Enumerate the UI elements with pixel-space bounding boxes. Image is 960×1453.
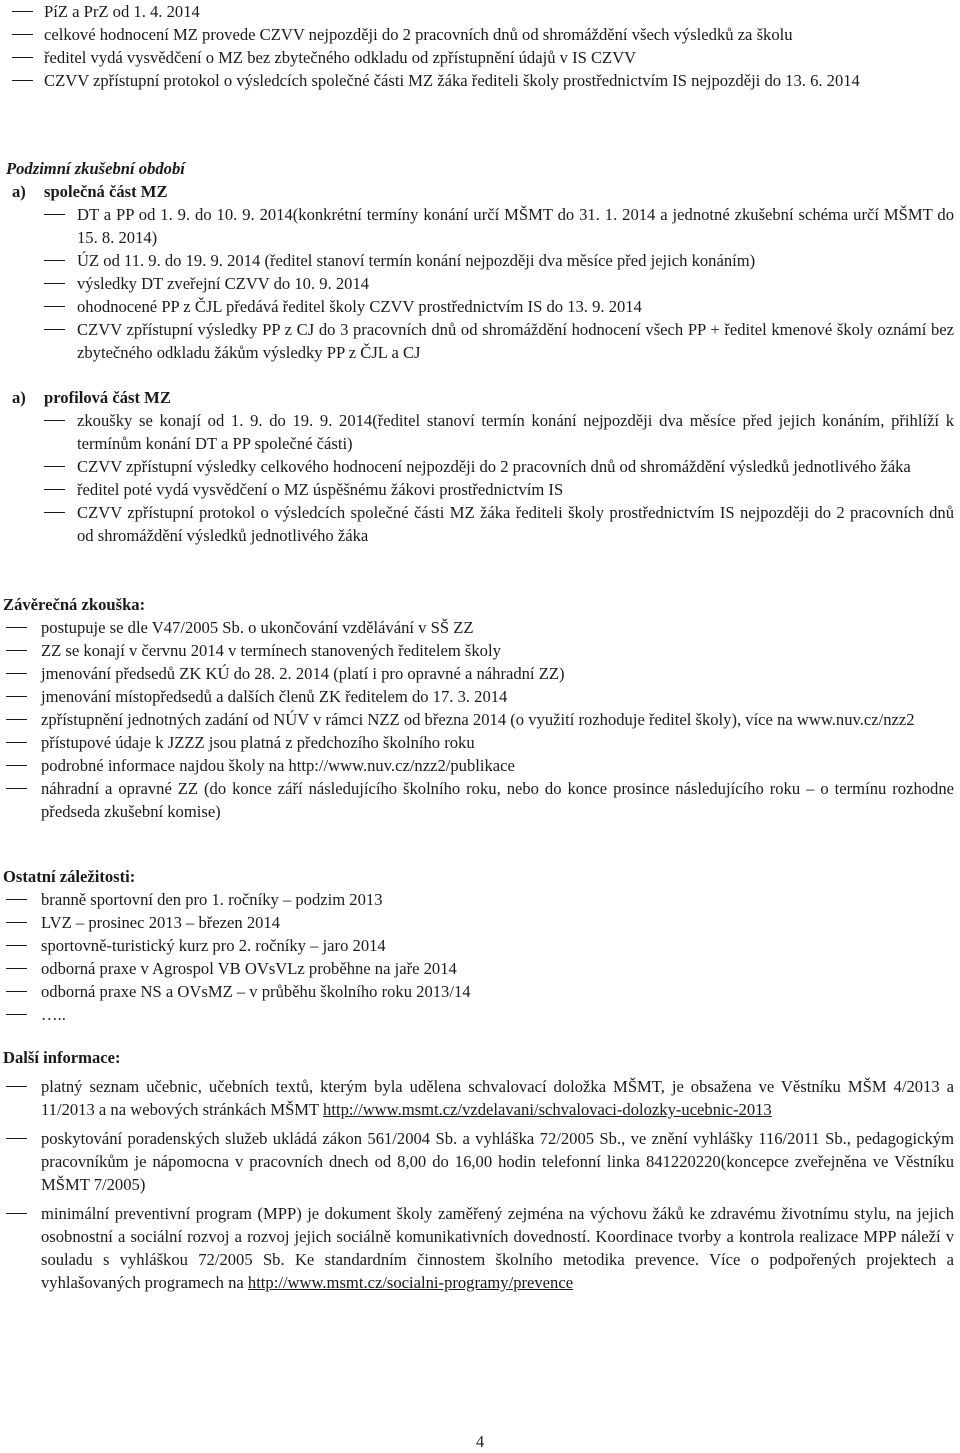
item-text: minimální preventivní program (MPP) je dokument školy zaměřený zejména na výchovu žáků ke zdravému životnímu stylu, na jejich osobnostní a sociální rozvoj a rozvoj jejich sociálně komunikativních dovedností. Koordinace tvorby a kontrola realizace MPP náleží v souladu s vyhláškou 72/2005 Sb. Ke standardním činnostem školního metodika prevence. Více o podpořených projektech a vyhlašovaných programech na bbox=[41, 1204, 954, 1292]
section-b-marker: a) bbox=[12, 388, 26, 407]
list-item: postupuje se dle V47/2005 Sb. o ukončování vzdělávání v SŠ ZZ bbox=[3, 616, 954, 639]
other-heading: Ostatní záležitosti: bbox=[3, 867, 136, 886]
item-text: platný seznam učebnic, učebních textů, kterým byla udělena schvalovací doložka MŠMT, je obsažena ve Věstníku MŠM 4/2013 a 11/2013 a na webových stránkách MŠMT bbox=[41, 1077, 954, 1119]
list-item: sportovně-turistický kurz pro 2. ročníky – jaro 2014 bbox=[3, 934, 954, 957]
final-exam-heading: Závěrečná zkouška: bbox=[3, 595, 146, 614]
list-item: DT a PP od 1. 9. do 10. 9. 2014(konkrétní termíny konání určí MŠMT do 31. 1. 2014 a jednotné zkušební schéma určí MŠMT do 15. 8. 2014) bbox=[6, 203, 954, 249]
list-item: ohodnocené PP z ČJL předává ředitel školy CZVV prostřednictvím IS do 13. 9. 2014 bbox=[6, 295, 954, 318]
list-item: výsledky DT zveřejní CZVV do 10. 9. 2014 bbox=[6, 272, 954, 295]
section-b-title: profilová část MZ bbox=[44, 388, 171, 407]
list-item: podrobné informace najdou školy na http://www.nuv.cz/nzz2/publikace bbox=[3, 754, 954, 777]
msmt-prevention-link[interactable]: http://www.msmt.cz/socialni-programy/prevence bbox=[247, 1273, 574, 1292]
item-text: poskytování poradenských služeb ukládá zákon 561/2004 Sb. a vyhláška 72/2005 Sb., ve znění vyhlášky 116/2011 Sb., pedagogickým pracovníkům je nápomocna v pracovních dnech od 8,00 do 16,00 hodin telefonní linka 841220220(koncepce zveřejněna ve Věstníku MŠMT 7/2005) bbox=[41, 1129, 954, 1194]
list-item: ředitel poté vydá vysvědčení o MZ úspěšnému žákovi prostřednictvím IS bbox=[6, 478, 954, 501]
list-item: odborná praxe NS a OVsMZ – v průběhu školního roku 2013/14 bbox=[3, 980, 954, 1003]
list-item: CZVV zpřístupní protokol o výsledcích společné části MZ žáka řediteli školy prostřednictvím IS nejpozději do 2 pracovních dnů od shromáždění výsledků jednotlivého žáka bbox=[6, 501, 954, 547]
list-item: jmenování předsedů ZK KÚ do 28. 2. 2014 (platí i pro opravné a náhradní ZZ) bbox=[3, 662, 954, 685]
list-item: ÚZ od 11. 9. do 19. 9. 2014 (ředitel stanoví termín konání nejpozději dva měsíce před jejich konáním) bbox=[6, 249, 954, 272]
profile-section bbox=[6, 386, 954, 547]
list-item: ředitel vydá vysvědčení o MZ bez zbytečného odkladu od zpřístupnění údajů v IS CZVV bbox=[6, 46, 954, 69]
list-item: přístupové údaje k JZZZ jsou platná z předchozího školního roku bbox=[3, 731, 954, 754]
list-item bbox=[3, 1075, 954, 1121]
section-a-marker: a) bbox=[12, 182, 26, 201]
list-item: ZZ se konají v červnu 2014 v termínech stanovených ředitelem školy bbox=[3, 639, 954, 662]
list-item: CZVV zpřístupní výsledky PP z CJ do 3 pracovních dnů od shromáždění hodnocení všech PP + ředitel kmenové školy oznámí bez zbytečného odkladu žákům výsledky PP z ČJL a CJ bbox=[6, 318, 954, 364]
section-a-list bbox=[6, 203, 954, 364]
list-item: CZVV zpřístupní protokol o výsledcích společné části MZ žáka řediteli školy prostřednictvím IS nejpozději do 13. 6. 2014 bbox=[6, 69, 954, 92]
autumn-heading: Podzimní zkušební období bbox=[6, 159, 185, 178]
list-item: jmenování místopředsedů a dalších členů ZK ředitelem do 17. 3. 2014 bbox=[3, 685, 954, 708]
list-item: zkoušky se konají od 1. 9. do 19. 9. 2014(ředitel stanoví termín konání nejpozději dva měsíce před jejich konáním, přihlíží k termínům konání DT a PP společné části) bbox=[6, 409, 954, 455]
list-item: PíZ a PrZ od 1. 4. 2014 bbox=[6, 0, 954, 23]
list-item: zpřístupnění jednotných zadání od NÚV v rámci NZZ od března 2014 (o využití rozhoduje ředitel školy), více na www.nuv.cz/nzz2 bbox=[3, 708, 954, 731]
page-number: 4 bbox=[475, 1432, 485, 1451]
list-item: celkové hodnocení MZ provede CZVV nejpozději do 2 pracovních dnů od shromáždění všech výsledků za školu bbox=[6, 23, 954, 46]
list-item: náhradní a opravné ZZ (do konce září následujícího školního roku, nebo do konce prosince následujícího roku – o termínu rozhodne předseda zkušební komise) bbox=[3, 777, 954, 823]
section-a-title: společná část MZ bbox=[44, 182, 168, 201]
more-info-section bbox=[3, 1046, 954, 1294]
list-item: odborná praxe v Agrospol VB OVsVLz proběhne na jaře 2014 bbox=[3, 957, 954, 980]
final-exam-section bbox=[3, 593, 954, 823]
list-item bbox=[3, 1202, 954, 1294]
autumn-section bbox=[6, 157, 954, 364]
list-item: CZVV zpřístupní výsledky celkového hodnocení nejpozději do 2 pracovních dnů od shromáždění výsledků jednotlivého žáka bbox=[6, 455, 954, 478]
section-b-list bbox=[6, 409, 954, 547]
other-section bbox=[3, 865, 954, 1026]
section-b-heading bbox=[6, 386, 954, 409]
section-a-heading bbox=[6, 180, 954, 203]
list-item: branně sportovní den pro 1. ročníky – podzim 2013 bbox=[3, 888, 954, 911]
list-item: ….. bbox=[3, 1003, 954, 1026]
more-info-heading: Další informace: bbox=[3, 1048, 121, 1067]
list-item bbox=[3, 1127, 954, 1196]
intro-list bbox=[6, 0, 954, 92]
msmt-textbooks-link[interactable]: http://www.msmt.cz/vzdelavani/schvalovaci-dolozky-ucebnic-2013 bbox=[323, 1100, 772, 1119]
list-item: LVZ – prosinec 2013 – březen 2014 bbox=[3, 911, 954, 934]
